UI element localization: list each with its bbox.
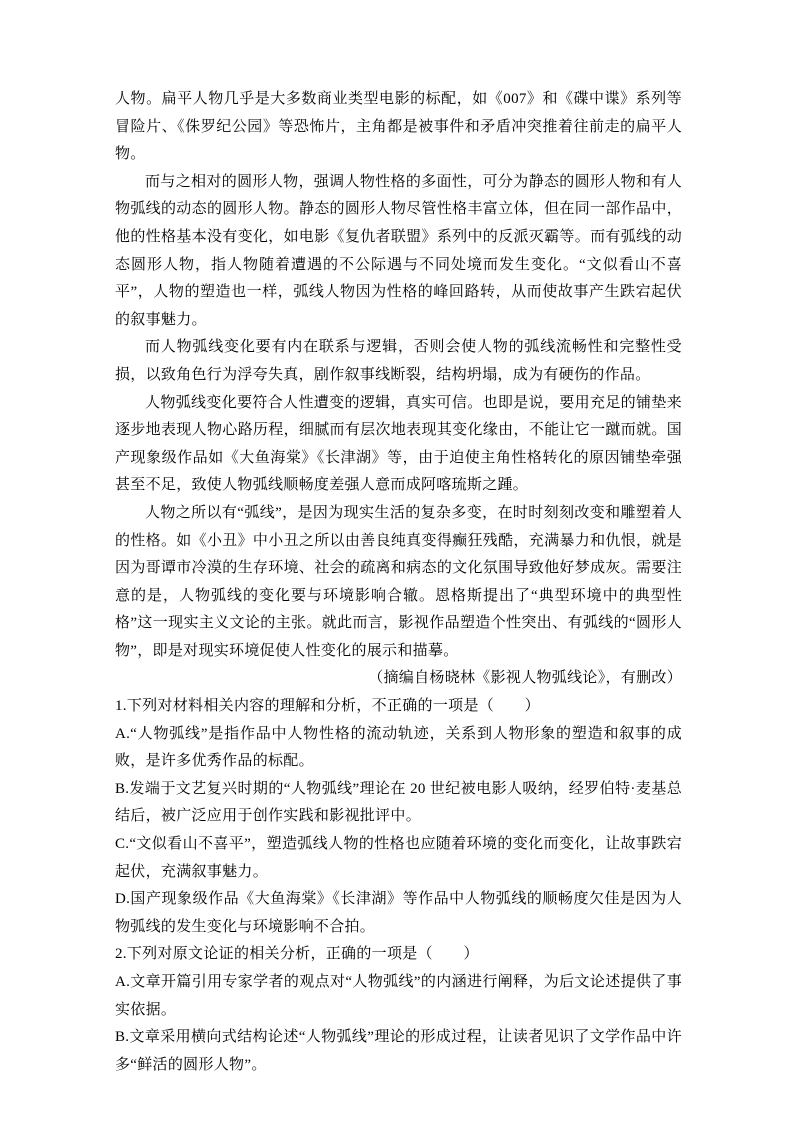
question-2-stem: 2.下列对原文论证的相关分析，正确的一项是（ ） — [115, 946, 479, 963]
question-2-option-b: B.文章采用横向式结构论述“人物弧线”理论的形成过程，让读者见识了文学作品中许多“鲜活的圆形人物”。 — [115, 1029, 682, 1073]
body-paragraph: 人物之所以有“弧线”，是因为现实生活的复杂多变，在时时刻刻改变和雕塑着人的性格。如《小丑》中小丑之所以由善良纯真变得癫狂残酷，充满暴力和仇恨，就是因为哥谭市冷漠的生存环境、社会的疏离和病态的文化氛围导致他好梦成灰。需要注意的是，人物弧线的变化要与环境影响合辙。恩格斯提出了“典型环境中的典型性格”这一现实主义文论的主张。就此而言，影视作品塑造个性突出、有弧线的“圆形人物”，即是对现实环境促使人性变化的展示和描摹。 — [115, 504, 682, 659]
question-2-option-a: A.文章开篇引用专家学者的观点对“人物弧线”的内涵进行阐释，为后文论述提供了事实依据。 — [115, 974, 682, 1018]
question-1-stem: 1.下列对材料相关内容的理解和分析，不正确的一项是（ ） — [115, 698, 540, 715]
body-paragraph: 人物弧线变化要符合人性遭变的逻辑，真实可信。也即是说，要用充足的铺垫来逐步地表现人物心路历程，细腻而有层次地表现其变化缘由，不能让它一蹴而就。国产现象级作品如《大鱼海棠》《长津湖》等，由于迫使主角性格转化的原因铺垫牵强甚至不足，致使人物弧线顺畅度差强人意而成阿喀琉斯之踵。 — [115, 394, 682, 494]
question-1-option-d: D.国产现象级作品《大鱼海棠》《长津湖》等作品中人物弧线的顺畅度欠佳是因为人物弧线的发生变化与环境影响不合拍。 — [115, 891, 682, 935]
question-1-option-a: A.“人物弧线”是指作品中人物性格的流动轨迹，关系到人物形象的塑造和叙事的成败，是许多优秀作品的标配。 — [115, 725, 682, 770]
question-1-option-c: C.“文似看山不喜平”，塑造弧线人物的性格也应随着环境的变化而变化，让故事跌宕起伏，充满叙事魅力。 — [115, 836, 682, 880]
body-paragraph: 而与之相对的圆形人物，强调人物性格的多面性，可分为静态的圆形人物和有人物弧线的动态的圆形人物。静态的圆形人物尽管性格丰富立体，但在同一部作品中，他的性格基本没有变化，如电影《复仇者联盟》系列中的反派灭霸等。而有弧线的动态圆形人物，指人物随着遭遇的不公际遇与不同处境而发生变化。“文似看山不喜平”，人物的塑造也一样，弧线人物因为性格的峰回路转，从而使故事产生跌宕起伏的叙事魅力。 — [115, 173, 682, 328]
attribution-line: （摘编自杨晓林《影视人物弧线论》，有删改） — [368, 670, 682, 687]
body-paragraph-continued: 人物。扁平人物几乎是大多数商业类型电影的标配，如《007》和《碟中谍》系列等冒险片、《侏罗纪公园》等恐怖片，主角都是被事件和矛盾冲突推着往前走的扁平人物。 — [115, 91, 682, 163]
question-1-option-b: B.发端于文艺复兴时期的“人物弧线”理论在 20 世纪被电影人吸纳，经罗伯特·麦基总结后，被广泛应用于创作实践和影视批评中。 — [115, 780, 682, 825]
body-paragraph: 而人物弧线变化要有内在联系与逻辑，否则会使人物的弧线流畅性和完整性受损，以致角色行为浮夸失真，剧作叙事线断裂，结构坍塌，成为有硬伤的作品。 — [115, 339, 682, 383]
